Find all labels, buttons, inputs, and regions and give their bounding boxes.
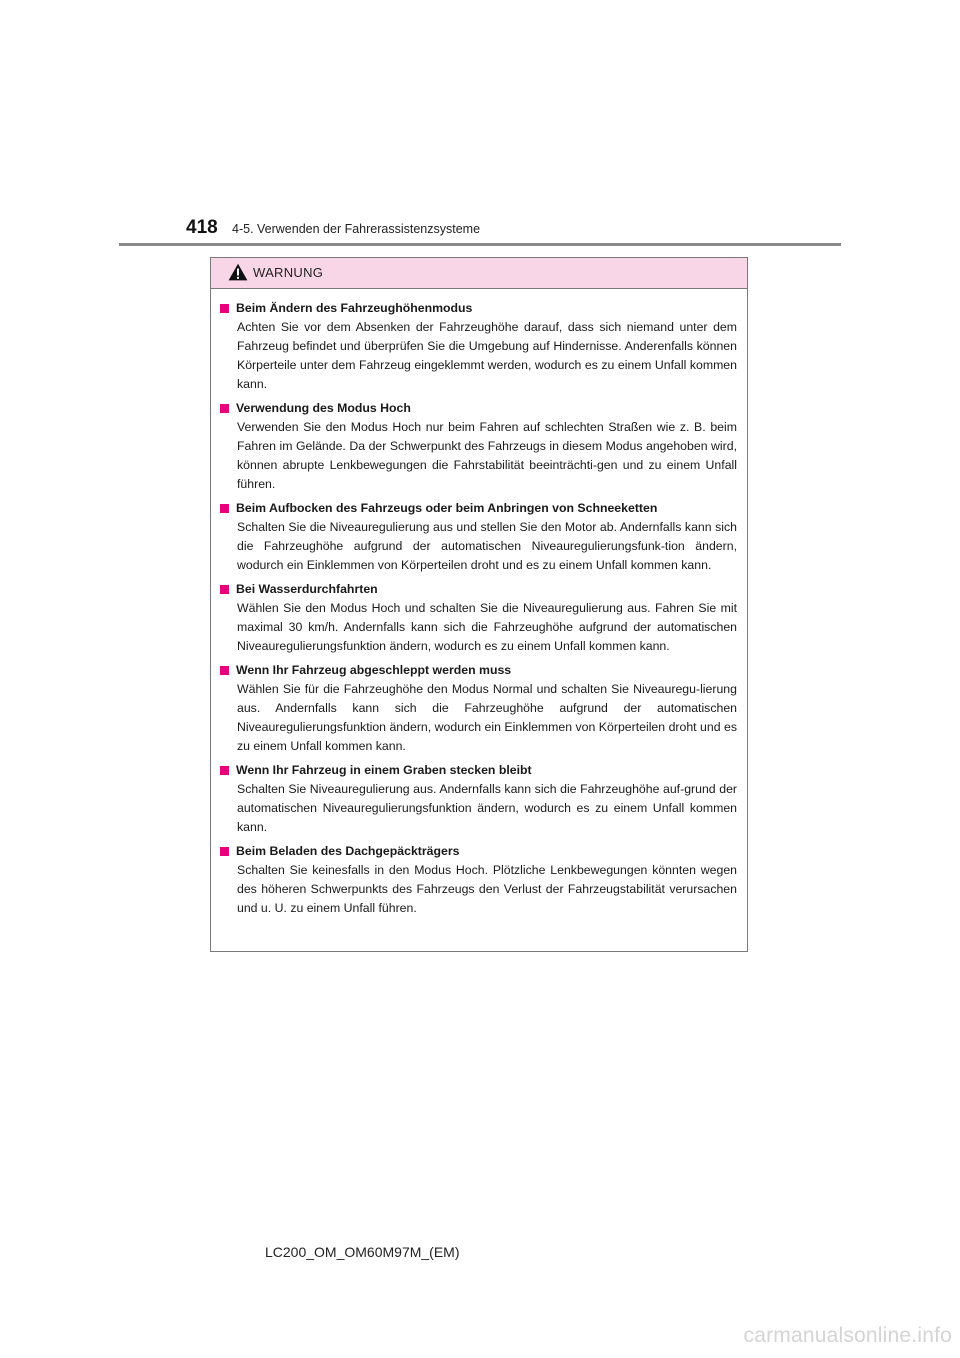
warning-header: [211, 258, 747, 289]
warning-item: [220, 299, 738, 394]
warning-item: [220, 661, 738, 756]
warning-item: [220, 399, 738, 494]
warning-item: [220, 842, 738, 918]
item-heading-text: Beim Aufbocken des Fahrzeugs oder beim Anbringen von Schneeketten: [236, 501, 658, 515]
warning-body: [211, 289, 747, 918]
warning-item-text: Wählen Sie den Modus Hoch und schalten Sie die Niveauregulierung aus. Fahren Sie mit maximal 30 km/h. Andernfalls kann sich die Fahrzeughöhe aufgrund der automatischen Niveauregulierungsfunktion ändern, wodurch es zu einem Unfall kommen kann.: [237, 601, 737, 653]
item-heading-text: Beim Beladen des Dachgepäckträgers: [236, 844, 460, 858]
bullet-square-icon: [220, 666, 229, 675]
item-heading-text: Wenn Ihr Fahrzeug in einem Graben stecken bleibt: [236, 763, 532, 777]
bullet-square-icon: [220, 404, 229, 413]
warning-item-text: Schalten Sie Niveauregulierung aus. Andernfalls kann sich die Fahrzeughöhe auf-grund der automatischen Niveauregulierungsfunktion ändern, wodurch es zu einem Unfall kommen kann.: [237, 782, 737, 834]
bullet-square-icon: [220, 304, 229, 313]
warning-title: WARNUNG: [253, 265, 324, 280]
section-title: 4-5. Verwenden der Fahrerassistenzsysteme: [232, 222, 481, 236]
bullet-square-icon: [220, 766, 229, 775]
item-heading-text: Wenn Ihr Fahrzeug abgeschleppt werden muss: [236, 663, 512, 677]
item-heading-text: Verwendung des Modus Hoch: [236, 401, 411, 415]
bullet-square-icon: [220, 585, 229, 594]
footer-doc-code: LC200_OM_OM60M97M_(EM): [265, 1244, 460, 1260]
warning-item-heading: [220, 661, 738, 680]
warning-item: [220, 580, 738, 656]
watermark[interactable]: carmanualsonline.info: [743, 1324, 952, 1347]
bullet-square-icon: [220, 504, 229, 513]
warning-box: [210, 257, 748, 952]
warning-triangle-icon: [228, 263, 248, 281]
item-heading-text: Beim Ändern des Fahrzeughöhenmodus: [236, 301, 473, 315]
warning-item-heading: [220, 499, 738, 518]
bullet-square-icon: [220, 847, 229, 856]
warning-item-text: Verwenden Sie den Modus Hoch nur beim Fahren auf schlechten Straßen wie z. B. beim Fahren im Gelände. Da der Schwerpunkt des Fahrzeugs in diesem Modus angehoben wird, können abrupte Lenkbewegungen die Fahrstabilität beeinträchti-gen und zu einem Unfall führen.: [237, 420, 737, 491]
warning-item-heading: [220, 299, 738, 318]
warning-item: [220, 761, 738, 837]
page-number: 418: [186, 217, 218, 238]
warning-item-text: Wählen Sie für die Fahrzeughöhe den Modus Normal und schalten Sie Niveauregu-lierung aus. Andernfalls kann sich die Fahrzeughöhe aufgrund der automatischen Niveauregulierungsfunktion ändern, wodurch ein Einklemmen von Körperteilen droht und es zu einem Unfall kommen kann.: [237, 682, 737, 753]
warning-item-text: Schalten Sie die Niveauregulierung aus und stellen Sie den Motor ab. Andernfalls kann sich die Fahrzeughöhe aufgrund der automatischen Niveauregulierungsfunk-tion ändern, wodurch ein Einklemmen von Körperteilen droht und es zu einem Unfall kommen kann.: [237, 520, 737, 572]
header-rule: [119, 243, 841, 246]
item-heading-text: Bei Wasserdurchfahrten: [236, 582, 378, 596]
warning-item-heading: [220, 399, 738, 418]
warning-item-heading: [220, 761, 738, 780]
warning-item-heading: [220, 580, 738, 599]
warning-item: [220, 499, 738, 575]
warning-item-text: Schalten Sie keinesfalls in den Modus Hoch. Plötzliche Lenkbewegungen könnten wegen des höheren Schwerpunkts des Fahrzeugs den Verlust der Fahrzeugstabilität verursachen und u. U. zu einem Unfall führen.: [237, 863, 737, 915]
warning-item-heading: [220, 842, 738, 861]
warning-item-text: Achten Sie vor dem Absenken der Fahrzeughöhe darauf, dass sich niemand unter dem Fahrzeug befindet und überprüfen Sie die Umgebung auf Hindernisse. Anderenfalls können Körperteile unter dem Fahrzeug eingeklemmt werden, wodurch es zu einem Unfall kommen kann.: [237, 320, 737, 391]
